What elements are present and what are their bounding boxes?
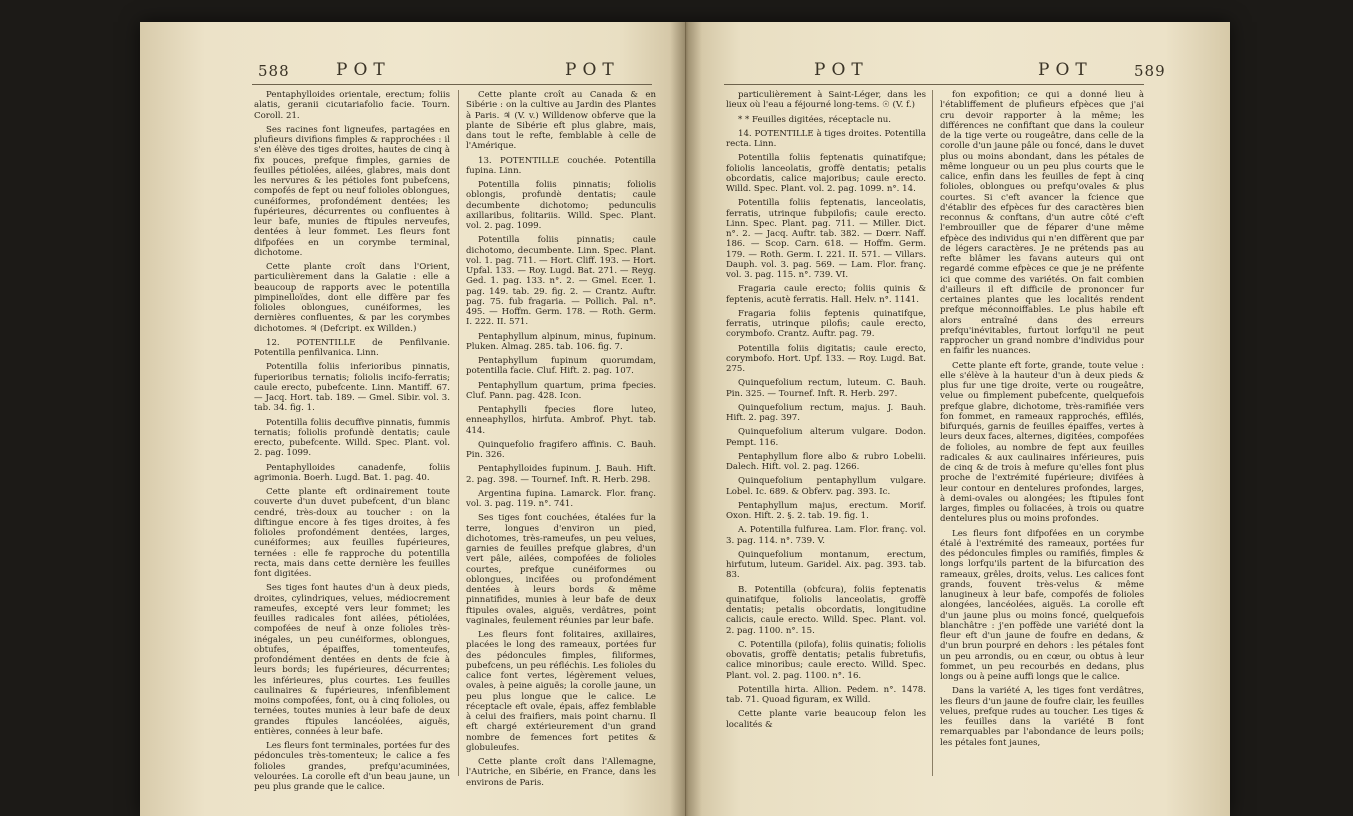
paragraph: Quinquefolium rectum, luteum. C. Bauh. Pin. 325. — Tournef. Inft. R. Herb. 297. [726,378,926,399]
paragraph: Pentaphylloides orientale, erectum; foliis alatis, geranii cicutariafolio facie. Tourn. Coroll. 21. [254,90,450,121]
paragraph: 13. POTENTILLE couchée. Potentilla fupina. Linn. [466,155,656,176]
paragraph: Quinquefolio fragifero affinis. C. Bauh. Pin. 326. [466,439,656,460]
page-number-right: 589 [1134,62,1166,80]
paragraph: Pentaphylloides fupinum. J. Bauh. Hift. 2. pag. 398. — Tournef. Inft. R. Herb. 298. [466,464,656,485]
right-page-column-2 [940,90,1144,752]
paragraph: Potentilla foliis digitatis; caule erecto, corymbofo. Hort. Upf. 133. — Roy. Lugd. Bat. 275. [726,343,926,374]
page-number-left: 588 [258,62,290,80]
paragraph: Pentaphyllum majus, erectum. Morif. Oxon. Hift. 2. §. 2. tab. 19. fig. 1. [726,500,926,521]
paragraph: Potentilla foliis inferioribus pinnatis, fuperioribus ternatis; foliolis incifo-ferratis; caule erecto, pubefcente. Linn. Mantiff. 67. — Jacq. Hort. tab. 189. — Gmel. Sibir. vol. 3. tab. 34. fig. 1. [254,362,450,414]
paragraph: Potentilla foliis pinnatis; caule dichotomo, decumbente. Linn. Spec. Plant. vol. 1. pag. 711. — Hort. Cliff. 193. — Hort. Upfal. 133. — Roy. Lugd. Bat. 271. — Reyg. Ged. 1. pag. 133. n°. 2. — Gmel. Ecer. 1. pag. 149. tab. 29. fig. 2. — Crantz. Auftr. pag. 75. fub fragaria. — Pollich. Pal. n°. 495. — Hoffm. Germ. 178. — Roth. Germ. I. 222. II. 571. [466,235,656,328]
paragraph: Les fleurs font difpofées en un corymbe étalé à l'extrémité des rameaux, portées fur des pédoncules fimples ou ramifiés, fimples & longs lorfqu'ils partent de la bifurcation des rameaux, grêles, droits, velus. Les calices font grands, fouvent très-velus & même lanugineux à leur bafe, compofés de folioles alongées, lancéolées, aiguës. La corolle eft d'un jaune plus ou moins foncé, quelquefois blanchâtre : j'en poffède une variété dont la fleur eft d'un jaune de foufre en dedans, & d'un brun pourpré en dehors : les pétales font un peu arrondis, ou en cœur, ou obtus à leur fommet, un peu recourbés en dedans, plus longs ou à peine auffi longs que le calice. [940,528,1144,682]
left-page-header [140,60,685,80]
left-page [140,22,686,816]
right-page [686,22,1230,816]
paragraph: A. Potentilla fulfurea. Lam. Flor. franç. vol. 3. pag. 114. n°. 739. V. [726,525,926,546]
paragraph: Quinquefolium montanum, erectum, hirfutum, luteum. Garidel. Aix. pag. 393. tab. 83. [726,549,926,581]
open-book [140,22,1230,816]
paragraph: Argentina fupina. Lamarck. Flor. franç. vol. 3. pag. 119. n°. 741. [466,488,656,509]
paragraph: 14. POTENTILLE à tiges droites. Potentilla recta. Linn. [726,128,926,149]
running-head-left-2: POT [565,60,620,80]
right-page-column-1 [726,90,926,734]
paragraph: Cette plante croît dans l'Allemagne, l'Autriche, en Sibérie, en France, dans les environs de Paris. [466,757,656,788]
paragraph: Pentaphylloides canadenfe, foliis agrimonia. Boerh. Lugd. Bat. 1. pag. 40. [254,462,450,483]
paragraph: Les fleurs font folitaires, axillaires, placées le long des rameaux, portées fur des pédoncules fimples, filiformes, pubefcens, un peu réfléchis. Les folioles du calice font vertes, légèrement velues, ovales, à peine aiguës; la corolle jaune, un peu plus longue que le calice. Le réceptacle eft ovale, épais, affez femblable à celui des fraifiers, mais point charnu. Il eft chargé extérieurement d'un grand nombre de femences fort petites & globuleufes. [466,630,656,753]
header-rule-right [724,84,1144,85]
paragraph: Cette plante varie beaucoup felon les localités & [726,709,926,730]
paragraph: particulièrement à Saint-Léger, dans les lieux où l'eau a féjourné long-tems. ☉ (V. f.) [726,90,926,111]
paragraph: Pentaphyllum quartum, prima fpecies. Cluf. Pann. pag. 428. Icon. [466,380,656,401]
paragraph: Potentilla foliis feptenatis, lanceolatis, ferratis, utrinque fubpilofis; caule erecto. Linn. Spec. Plant. pag. 711. — Miller. Dict. n°. 2. — Jacq. Auftr. tab. 382. — Dœrr. Naff. 186. — Scop. Carn. 618. — Hoffm. Germ. 179. — Roth. Germ. I. 221. II. 571. — Villars. Dauph. vol. 3. pag. 569. — Lam. Flor. franç. vol. 3. pag. 115. n°. 739. VI. [726,198,926,280]
paragraph: Potentilla hirta. Allion. Pedem. n°. 1478. tab. 71. Quoad figuram, ex Willd. [726,684,926,705]
paragraph: Potentilla foliis pinnatis; foliolis oblongis, profundè dentatis; caule decumbente dichotomo; pedunculis axillaribus, folitariis. Willd. Spec. Plant. vol. 2. pag. 1099. [466,180,656,231]
paragraph: Ses tiges font hautes d'un à deux pieds, droites, cylindriques, velues, médiocrement rameufes, excepté vers leur fommet; les feuilles radicales font ailées, pétiolées, compofées de neuf à onze folioles très-inégales, un peu cunéiformes, oblongues, obtufes, épaiffes, tomenteufes, profondément dentées en dents de fcie à leurs bords; les fupérieures, décurrentes; les inférieures, plus courtes. Les feuilles caulinaires & fupérieures, infenfiblement moins compofées, font, ou à cinq folioles, ou ternées, toutes munies à leur bafe de deux grandes ftipules lancéolées, aiguës, entières, connées à leur bafe. [254,583,450,737]
right-page-header [686,60,1230,80]
paragraph: C. Potentilla (pilofa), foliis quinatis; foliolis obovatis, groffè dentatis; petalis fubretufis, calice minoribus; caule erecto. Willd. Spec. Plant. vol. 2. pag. 1100. n°. 16. [726,639,926,681]
left-page-column-2 [466,90,656,792]
paragraph: Potentilla foliis decuffive pinnatis, fummis ternatis; foliolis profundè dentatis; caule erecto, pubefcente. Willd. Spec. Plant. vol. 2. pag. 1099. [254,417,450,459]
paragraph: Fragaria foliis feptenis quinatifque, ferratis, utrinque pilofis; caule erecto, corymbofo. Crantz. Auftr. pag. 79. [726,308,926,340]
paragraph: Les fleurs font terminales, portées fur des pédoncules très-tomenteux; le calice a fes folioles grandes, prefqu'acuminées, velourées. La corolle eft d'un beau jaune, un peu plus grande que le calice. [254,741,450,792]
paragraph: Cette plante eft ordinairement toute couverte d'un duvet pubefcent, d'un blanc cendré, très-doux au toucher : on la diftingue encore à fes tiges droites, à fes folioles profondément dentées, larges, cunéiformes; aux feuilles fupérieures, ternées : elle fe rapproche du potentilla recta, mais dans cette dernière les feuilles font digitées. [254,487,450,579]
paragraph: fon expofition; ce qui a donné lieu à l'établiffement de plufieurs efpèces que j'ai cru devoir rapporter à la même; les différences ne confiftant que dans la couleur de la tige verte ou rougeâtre, dans celle de la corolle d'un jaune pâle ou foncé, dans le duvet plus ou moins abondant, dans les pétales de même longueur ou un peu plus courts que le calice, enfin dans les feuilles de fept à cinq folioles, oblongues ou prefqu'ovales & plus courtes. Si c'eft avancer la fcience que d'établir des efpèces fur des caractères bien reconnus & conftans, d'un autre côté c'eft l'embrouiller que de féparer d'une même efpèce des individus qui n'en diffèrent que par de légers caractères. Je ne prétends pas au refte blâmer les favans auteurs qui ont regardé comme efpèces ce que je ne préfente ici que comme des variétés. On fait combien d'ailleurs il eft difficile de prononcer fur certaines plantes que les localités rendent prefque méconnoiffables. Le plus habile eft alors entraîné dans des erreurs prefqu'inévitables, furtout lorfqu'il ne peut rapprocher un grand nombre d'individus pour en faifir les nuances. [940,90,1144,357]
paragraph: Quinquefolium pentaphyllum vulgare. Lobel. Ic. 689. & Obferv. pag. 393. Ic. [726,476,926,497]
running-head-left-1: POT [336,60,391,80]
running-head-right-2: POT [1038,60,1093,80]
left-page-column-1 [254,90,450,796]
paragraph: Quinquefolium alterum vulgare. Dodon. Pempt. 116. [726,427,926,448]
paragraph: Pentaphyllum fupinum quorumdam, potentilla facie. Cluf. Hift. 2. pag. 107. [466,356,656,377]
paragraph: Cette plante croît dans l'Orient, particulièrement dans la Galatie : elle a beaucoup de rapports avec le potentilla pimpinelloïdes, dont elle diffère par fes folioles oblongues, cunéiformes, les dernières confluentes, & par les corymbes dichotomes. ♃ (Defcript. ex Willden.) [254,262,450,334]
header-rule-left [252,84,652,85]
paragraph: Dans la variété A, les tiges font verdâtres, les fleurs d'un jaune de foufre clair, les feuilles velues, prefque rudes au toucher. Les tiges & les feuilles dans la variété B font remarquables par l'abondance de leurs poils; les pétales font jaunes, [940,686,1144,748]
paragraph: Pentaphyllum flore albo & rubro Lobelii. Dalech. Hift. vol. 2. pag. 1266. [726,451,926,472]
paragraph: B. Potentilla (obfcura), foliis feptenatis quinatifque, foliolis lanceolatis, groffè dentatis; petalis obcordatis, longitudine calicis, caule erecto. Willd. Spec. Plant. vol. 2. pag. 1100. n°. 15. [726,584,926,636]
paragraph: Ses tiges font couchées, étalées fur la terre, longues d'environ un pied, dichotomes, très-rameufes, un peu velues, garnies de feuilles prefque glabres, d'un vert pâle, ailées, compofées de folioles courtes, prefque cunéiformes ou oblongues, incifées ou profondément dentées à leurs bords & même pinnatifides, munies à leur bafe de deux ftipules ovales, aiguës, verdâtres, point vaginales, feulement réunies par leur bafe. [466,513,656,626]
column-divider-left [458,90,459,776]
paragraph: 12. POTENTILLE de Penfilvanie. Potentilla penfilvanica. Linn. [254,337,450,358]
paragraph: * * Feuilles digitées, réceptacle nu. [738,114,891,125]
paragraph: Pentaphyllum alpinum, minus, fupinum. Pluken. Almag. 285. tab. 106. fig. 7. [466,331,656,352]
paragraph: Fragaria caule erecto; foliis quinis & feptenis, acutè ferratis. Hall. Helv. n°. 1141. [726,284,926,305]
paragraph: Cette plante croît au Canada & en Sibérie : on la cultive au Jardin des Plantes à Paris. ♃ (V. v.) Willdenow obferve que la plante de Sibérie eft plus glabre, mais, dans tout le refte, femblable à celle de l'Amérique. [466,90,656,152]
paragraph: Ses racines font ligneufes, partagées en plufieurs divifions fimples & rapprochées : il s'en élève des tiges droites, hautes de cinq à fix pouces, prefque fimples, garnies de feuilles pétiolées, ailées, glabres, mais dont les nervures & les pétioles font pubefcens, compofés de fept ou neuf folioles oblongues, cunéiformes, profondément dentées; les fupérieures, décurrentes ou confluentes à leur bafe, munies de ftipules nerveufes, dentées à leur fommet. Les fleurs font difpofées en un corymbe terminal, dichotome. [254,124,450,258]
running-head-right-1: POT [814,60,869,80]
paragraph: Quinquefolium rectum, majus. J. Bauh. Hift. 2. pag. 397. [726,402,926,423]
paragraph: Pentaphylli fpecies flore luteo, enneaphyllos, hirfuta. Ambrof. Phyt. tab. 414. [466,405,656,436]
column-divider-right [932,90,933,776]
paragraph: Potentilla foliis feptenatis quinatifque; foliolis lanceolatis, groffè dentatis; petalis obcordatis, calice majoribus; caule erecto. Willd. Spec. Plant. vol. 2. pag. 1099. n°. 14. [726,153,926,194]
paragraph: Cette plante eft forte, grande, toute velue : elle s'élève à la hauteur d'un à deux pieds & plus fur une tige droite, verte ou rougeâtre, velue ou fimplement pubefcente, quelquefois prefque glabre, dichotome, très-ramifiée vers fon fommet, en rameaux rapprochés, effilés, bifurqués, garnis de feuilles épaiffes, vertes à leurs deux faces, alternes, digitées, compofées de folioles, au nombre de fept aux feuilles radicales & aux caulinaires inférieures, puis de cinq & de trois à mefure qu'elles font plus proche de l'extrémité fupérieure; divifées à leur contour en dentelures profondes, larges, à demi-ovales ou alongées; les ftipules font larges, fimples ou foliacées, à trois ou quatre dentelures plus ou moins profondes. [940,360,1144,525]
